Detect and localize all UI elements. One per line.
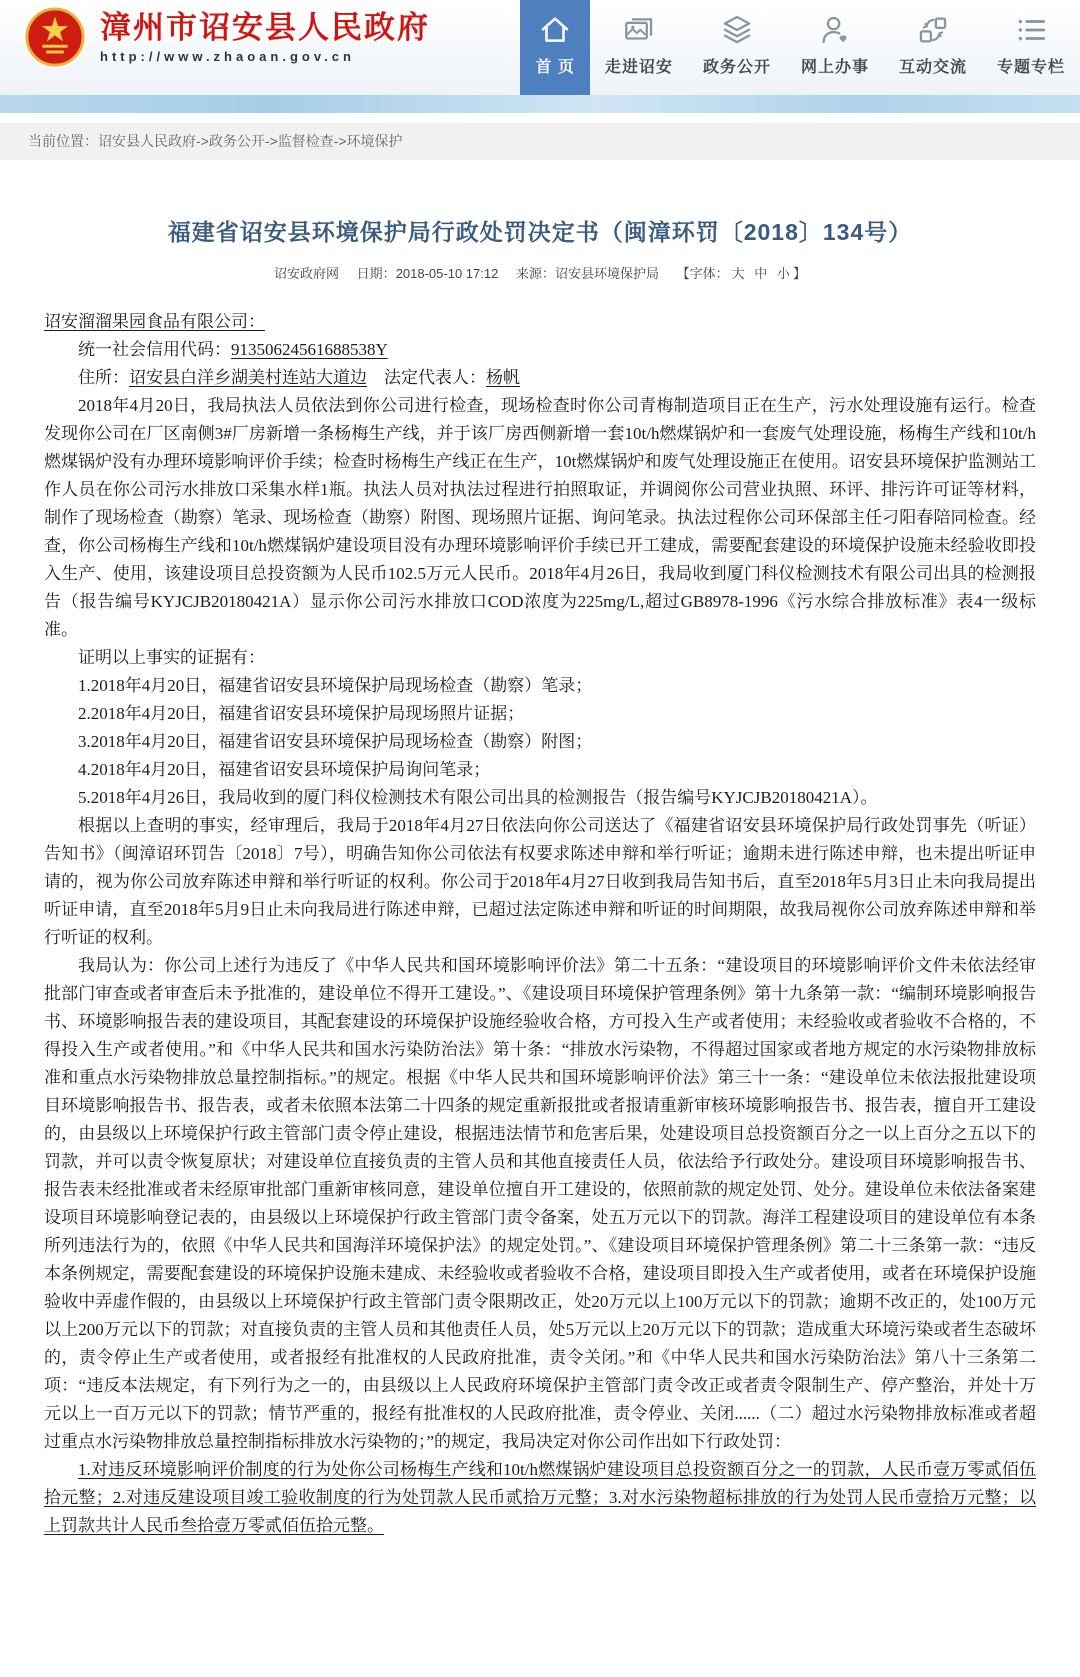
site-logo[interactable] <box>0 0 430 68</box>
nav-item-services[interactable] <box>786 0 884 95</box>
article-body <box>44 308 1036 1540</box>
underlined-text: 杨帆 <box>486 368 520 387</box>
font-size-option[interactable]: 小 <box>776 266 790 281</box>
article <box>0 160 1080 1540</box>
nav-label: 互动交流 <box>898 59 967 76</box>
paragraph <box>44 756 1036 784</box>
paragraph <box>44 952 1036 1456</box>
paragraph <box>44 392 1036 644</box>
font-size-option[interactable]: 大 <box>731 266 745 281</box>
site-name: 漳州市诏安县人民政府 <box>100 9 430 45</box>
underlined-text: 诏安溜溜果园食品有限公司： <box>44 312 265 331</box>
nav-label: 政务公开 <box>702 59 771 76</box>
breadcrumb <box>0 123 1080 160</box>
breadcrumb-link[interactable]: 环境保护 <box>346 133 403 149</box>
meta-source-value[interactable]: 诏安县环境保护局 <box>554 266 659 281</box>
nav-item-gov-info[interactable] <box>688 0 786 95</box>
page-title: 福建省诏安县环境保护局行政处罚决定书（闽漳环罚〔2018〕134号） <box>167 219 913 245</box>
text: 我局认为：你公司上述行为违反了《中华人民共和国环境影响评价法》第二十五条：“建设项目的环境影响评价文件未依法经审批部门审查或者审查后未予批准的，建设单位不得开工建设。”、《建设项目环境保护管理条例》第十九条第一款：“编制环境影响报告书、环境影响报告表的建设项目，其配套建设的环境保护设施经验收合格，方可投入生产或者使用；未经验收或者验收不合格的，不得投入生产或者使用。”和《中华人民共和国水污染防治法》第十条：“排放水污染物，不得超过国家或者地方规定的水污染物排放标准和重点水污染物排放总量控制指标。”的规定。根据《中华人民共和国环境影响评价法》第三十一条：“建设单位未依法报批建设项目环境影响报告书、报告表，或者未依照本法第二十四条的规定重新报批或者报请重新审核环境影响报告书、报告表，擅自开工建设的，由县级以上环境保护行政主管部门责令停止建设，根据违法情节和危害后果，处建设项目总投资额百分之一以上百分之五以下的罚款，并可以责令恢复原状；对建设单位直接负责的主管人员和其他直接责任人员，依法给予行政处分。建设项目环境影响报告书、报告表未经批准或者未经原审批部门重新审核同意，建设单位擅自开工建设的，依照前款的规定处罚、处分。建设单位未依法备案建设项目环境影响登记表的，由县级以上环境保护行政主管部门责令备案，处五万元以下的罚款。海洋工程建设项目的建设单位有本条所列违法行为的，依照《中华人民共和国海洋环境保护法》的规定处罚。”、《建设项目环境保护管理条例》第二十三条第一款：“违反本条例规定，需要配套建设的环境保护设施未建成、未经验收或者验收不合格，建设项目即投入生产或者使用，或者在环境保护设施验收中弄虚作假的，由县级以上环境保护行政主管部门责令限期改正，处20万元以上100万元以下的罚款；逾期不改正的，处100万元以上200万元以下的罚款；对直接负责的主管人员和其他责任人员，处5万元以上20万元以下的罚款；造成重大环境污染或者生态破坏的，责令停止生产或者使用，或者报经有批准权的人民政府批准，责令关闭。”和《中华人民共和国水污染防治法》第八十三条第二项：“违反本法规定，有下列行为之一的，由县级以上人民政府环境保护主管部门责令改正或者责令限制生产、停产整治，并处十万元以上一百万元以下的罚款；情节严重的，报经有批准权的人民政府批准，责令停业、关闭......（二）超过水污染物排放标准或者超过重点水污染物排放总量控制指标排放水污染物的；”的规定，我局决定对你公司作出如下行政处罚： <box>44 956 1036 1451</box>
font-size-option[interactable]: 中 <box>754 266 768 281</box>
article-meta <box>44 263 1036 282</box>
text: 2.2018年4月20日，福建省诏安县环境保护局现场照片证据； <box>78 704 525 723</box>
text: 法定代表人： <box>367 368 486 387</box>
underlined-text: 1.对违反环境影响评价制度的行为处你公司杨梅生产线和10t/h燃煤锅炉建设项目总投资额百分之一的罚款，人民币壹万零贰佰伍拾元整；2.对违反建设项目竣工验收制度的行为处罚款人民币贰拾万元整；3.对水污染物超标排放的行为处罚人民币壹拾万元整；以上罚款共计人民币叁拾壹万零贰佰伍拾元整。 <box>44 1460 1036 1535</box>
meta-date-label: 日期： <box>356 266 396 281</box>
text: 3.2018年4月20日，福建省诏安县环境保护局现场检查（勘察）附图； <box>78 732 593 751</box>
text: 4.2018年4月20日，福建省诏安县环境保护局询问笔录； <box>78 760 491 779</box>
nav-label: 走进诏安 <box>604 59 673 76</box>
paragraph <box>44 308 1036 336</box>
text: 1.2018年4月20日，福建省诏安县环境保护局现场检查（勘察）笔录； <box>78 676 593 695</box>
home-icon <box>538 13 572 47</box>
underlined-text: 诏安县白洋乡湖美村连站大道边 <box>129 368 367 387</box>
main-nav <box>520 0 1080 95</box>
paragraph <box>44 672 1036 700</box>
breadcrumb-label: 当前位置： <box>28 133 98 149</box>
paragraph <box>44 644 1036 672</box>
breadcrumb-link[interactable]: 监督检查 <box>277 133 334 149</box>
nav-item-home[interactable] <box>520 0 589 95</box>
site-header <box>0 0 1080 95</box>
font-size-label-open: 【字体： <box>676 266 729 281</box>
meta-date-value: 2018-05-10 17:12 <box>395 266 499 281</box>
paragraph <box>44 336 1036 364</box>
national-emblem-icon <box>24 6 86 68</box>
nav-item-about[interactable] <box>590 0 688 95</box>
text: 统一社会信用代码： <box>78 340 231 359</box>
nav-label: 首 页 <box>535 59 575 76</box>
meta-source-label: 来源： <box>515 266 555 281</box>
nav-item-interaction[interactable] <box>884 0 982 95</box>
meta-source <box>516 266 659 281</box>
paragraph <box>44 364 1036 392</box>
nav-label: 网上办事 <box>800 59 869 76</box>
font-size-label-close: 】 <box>792 266 806 281</box>
text: 5.2018年4月26日，我局收到的厦门科仪检测技术有限公司出具的检测报告（报告编号KYJCJB20180421A）。 <box>78 788 878 807</box>
paragraph <box>44 1456 1036 1540</box>
paragraph <box>44 728 1036 756</box>
font-size-options <box>729 266 793 281</box>
person-icon <box>818 13 852 47</box>
site-text <box>100 10 430 65</box>
meta-date <box>357 266 499 281</box>
photos-icon <box>622 13 656 47</box>
site-url[interactable]: http://www.zhaoan.gov.cn <box>100 49 355 65</box>
breadcrumb-path: 诏安县人民政府->政务公开->监督检查->环境保护 <box>98 133 403 149</box>
exchange-icon <box>916 13 950 47</box>
text: 住所： <box>78 368 129 387</box>
meta-site: 诏安政府网 <box>274 266 340 281</box>
underlined-text: 91350624561688538Y <box>231 340 388 359</box>
paragraph <box>44 700 1036 728</box>
nav-label: 专题专栏 <box>996 59 1065 76</box>
font-size-controls <box>677 266 806 281</box>
list-icon <box>1014 13 1048 47</box>
banner-strip <box>0 95 1080 113</box>
paragraph <box>44 784 1036 812</box>
layers-icon <box>720 13 754 47</box>
nav-item-topics[interactable] <box>982 0 1080 95</box>
text: 证明以上事实的证据有： <box>78 648 265 667</box>
breadcrumb-link[interactable]: 政务公开 <box>208 133 265 149</box>
text: 根据以上查明的事实，经审理后，我局于2018年4月27日依法向你公司送达了《福建省诏安县环境保护局行政处罚事先（听证）告知书》（闽漳诏环罚告〔2018〕7号），明确告知你公司依法有权要求陈述申辩和举行听证；逾期未进行陈述申辩，也未提出听证申请的，视为你公司放弃陈述申辩和举行听证的权利。你公司于2018年4月27日收到我局告知书后，直至2018年5月3日止未向我局提出听证申请，直至2018年5月9日止未向我局进行陈述申辩，已超过法定陈述申辩和听证的时间期限，故我局视你公司放弃陈述申辩和举行听证的权利。 <box>44 816 1036 947</box>
breadcrumb-link[interactable]: 诏安县人民政府 <box>98 133 196 149</box>
text: 2018年4月20日，我局执法人员依法到你公司进行检查，现场检查时你公司青梅制造项目正在生产，污水处理设施有运行。检查发现你公司在厂区南侧3#厂房新增一条杨梅生产线，并于该厂房西侧新增一套10t/h燃煤锅炉和一套废气处理设施，杨梅生产线和10t/h燃煤锅炉没有办理环境影响评价手续；检查时杨梅生产线正在生产，10t燃煤锅炉和废气处理设施正在使用。诏安县环境保护监测站工作人员在你公司污水排放口采集水样1瓶。执法人员对执法过程进行拍照取证，并调阅你公司营业执照、环评、排污许可证等材料，制作了现场检查（勘察）笔录、现场检查（勘察）附图、现场照片证据、询问笔录。执法过程你公司环保部主任刁阳春陪同检查。经查，你公司杨梅生产线和10t/h燃煤锅炉建设项目没有办理环境影响评价手续已开工建成，需要配套建设的环境保护设施未经验收即投入生产、使用，该建设项目总投资额为人民币102.5万元人民币。2018年4月26日，我局收到厦门科仪检测技术有限公司出具的检测报告（报告编号KYJCJB20180421A）显示你公司污水排放口COD浓度为225mg/L,超过GB8978-1996《污水综合排放标准》表4一级标准。 <box>44 396 1036 639</box>
paragraph <box>44 812 1036 952</box>
